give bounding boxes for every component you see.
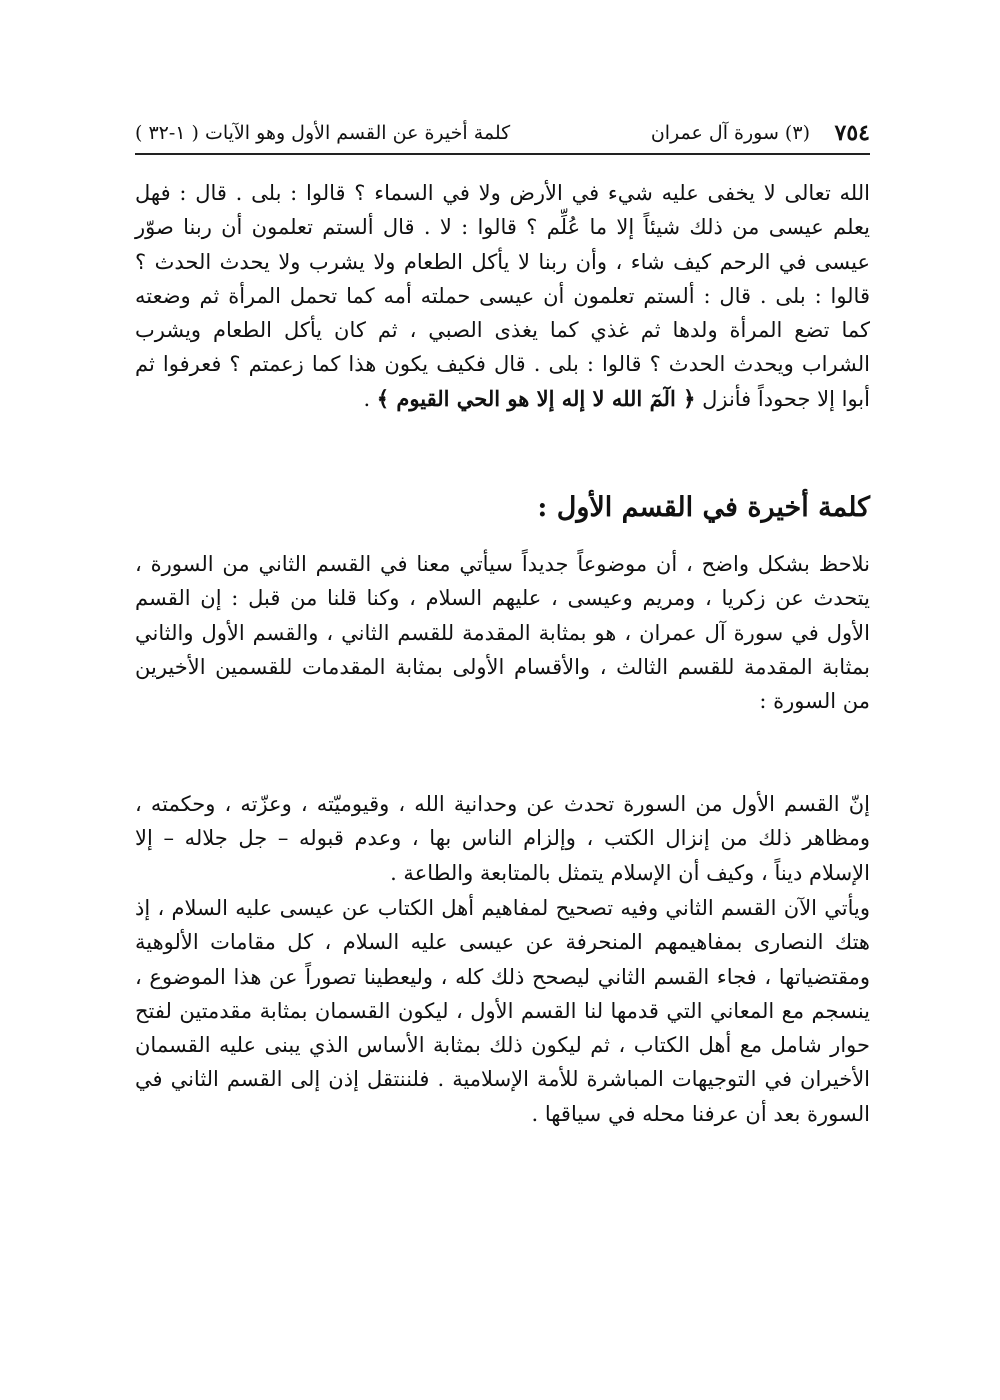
paragraph-4-text: ويأتي الآن القسم الثاني وفيه تصحيح لمفاهيم أهل الكتاب عن عيسى عليه السلام ، إذ هتك النصارى بمفاهيمهم المنحرفة عن عيسى عليه السلام ، كل مقامات الألوهية ومقتضياتها ، فجاء القسم الثاني ليصحح ذلك كله ، وليعطينا تصوراً عن هذا الموضوع ، ينسجم مع المعاني التي قدمها لنا القسم الأول ، ليكون القسمان بمثابة مقدمتين لفتح حوار شامل مع أهل الكتاب ، ثم ليكون ذلك بمثابة الأساس الذي يبنى عليه القسمان الأخيران في التوجيهات المباشرة للأمة الإسلامية . فلننتقل إذن إلى القسم الثاني في السورة بعد أن عرفنا محله في سياقها . [135,896,870,1126]
surah-title: (٣) سورة آل عمران [650,122,810,144]
page-header [135,118,870,148]
header-divider [135,153,870,155]
section-heading: كلمة أخيرة في القسم الأول : [537,492,870,523]
paragraph-2 [135,547,870,718]
page-number: ٧٥٤ [834,120,870,146]
paragraph-3 [135,787,870,890]
paragraph-2-text: نلاحظ بشكل واضح ، أن موضوعاً جديداً سيأتي معنا في القسم الثاني من السورة ، يتحدث عن زكريا ، ومريم وعيسى ، عليهم السلام ، وكنا قلنا من قبل : إن القسم الأول في سورة آل عمران ، هو بمثابة المقدمة للقسم الثاني ، والقسم الأول والثاني بمثابة المقدمة للقسم الثالث ، والأقسام الأولى بمثابة المقدمات للقسمين الأخيرين من السورة : [135,552,870,714]
paragraph-4 [135,891,870,1131]
running-title: كلمة أخيرة عن القسم الأول وهو الآيات ( ١-٣٢ ) [135,122,511,144]
paragraph-1-text: الله تعالى لا يخفى عليه شيء في الأرض ولا في السماء ؟ قالوا : بلى . قال : فهل يعلم عيسى من ذلك شيئاً إلا ما عُلِّم ؟ قالوا : لا . قال ألستم تعلمون أن ربنا صوّر عيسى في الرحم كيف شاء ، وأن ربنا لا يأكل الطعام ولا يشرب ولا يحدث الحدث ؟ قالوا : بلى . قال : ألستم تعلمون أن عيسى حملته أمه كما تحمل المرأة ثم وضعته كما تضع المرأة ولدها ثم غذي كما يغذى الصبي ، ثم كان يأكل الطعام ويشرب الشراب ويحدث الحدث ؟ قالوا : بلى . قال فكيف يكون هذا كما زعمتم ؟ فعرفوا ثم أبوا إلا جحوداً فأنزل [135,181,870,411]
quran-quote: ﴿ الٓمٓ الله لا إله إلا هو الحي القيوم ﴾ [376,385,696,411]
paragraph-3-text: إنّ القسم الأول من السورة تحدث عن وحدانية الله ، وقيوميّته ، وعزّته ، وحكمته ، ومظاهر ذلك من إنزال الكتب ، وإلزام الناس بها ، وعدم قبوله – جل جلاله – إلا الإسلام ديناً ، وكيف أن الإسلام يتمثل بالمتابعة والطاعة . [135,792,870,885]
paragraph-1 [135,176,870,416]
paragraph-1-end: . [363,386,377,411]
